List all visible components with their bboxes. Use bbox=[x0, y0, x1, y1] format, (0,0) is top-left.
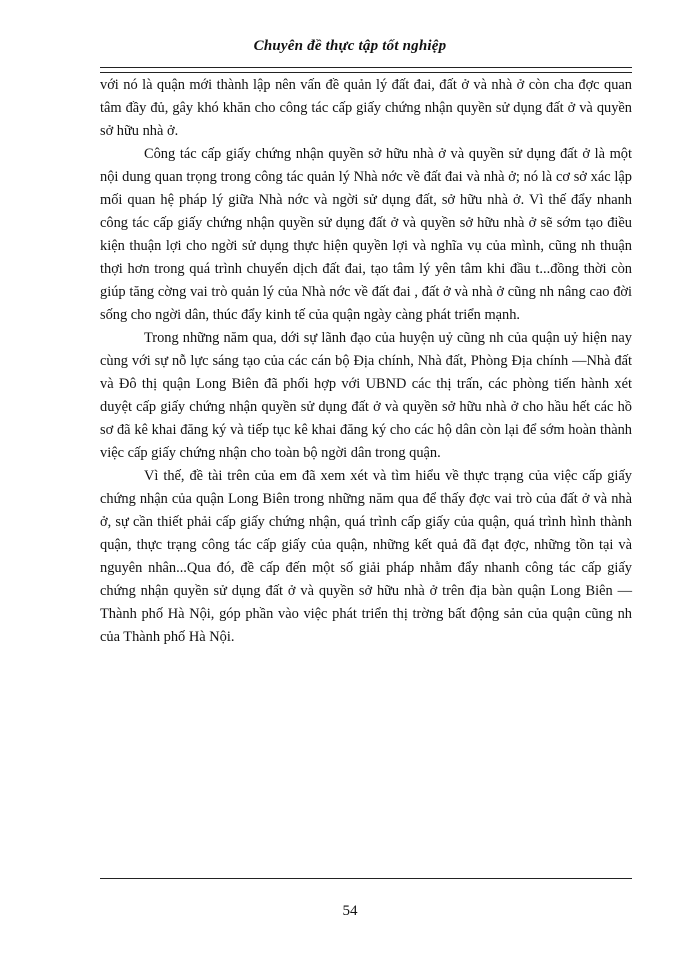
footer-rule bbox=[100, 878, 632, 879]
header-rule-upper bbox=[100, 67, 632, 68]
body-paragraph: Trong những năm qua, dới sự lãnh đạo của huyện uỷ cũng nh của quận uỷ hiện nay cùng với sự nỗ lực sáng tạo của các cán bộ Địa chính, Nhà đất, Phòng Địa chính —Nhà đất và Đô thị quận Long Biên đã phối hợp với UBND các thị trấn, các phòng tiến hành xét duyệt cấp giấy chứng nhận quyền sử dụng đất ở và quyền sở hữu nhà ở cho hầu hết các hồ sơ đã kê khai đăng ký và tiếp tục kê khai đăng ký cho các hộ dân còn lại để sớm hoàn thành việc cấp giấy chứng nhận cho toàn bộ ngời dân trong quận. bbox=[100, 330, 632, 461]
document-header-title: Chuyên đề thực tập tốt nghiệp bbox=[253, 38, 447, 54]
header-rule-lower bbox=[100, 72, 632, 73]
document-body bbox=[100, 74, 632, 649]
body-paragraph: Vì thế, đề tài trên của em đã xem xét và tìm hiểu về thực trạng của việc cấp giấy chứng nhận của quận Long Biên trong những năm qua để thấy đợc vai trò của đất ở và nhà ở, sự cần thiết phải cấp giấy chứng nhận, quá trình cấp giấy của quận, quá trình hình thành quận, thực trạng công tác cấp giấy của quận, những kết quả đã đạt đợc, những tồn tại và nguyên nhân...Qua đó, đề cấp đến một số giải pháp nhằm đẩy nhanh công tác cấp giấy chứng nhận quyền sử dụng đất ở và quyền sở hữu nhà ở trên địa bàn quận Long Biên — Thành phố Hà Nội, góp phần vào việc phát triển thị trờng bất động sản của quận cũng nh của Thành phố Hà Nội. bbox=[100, 468, 632, 645]
page-number: 54 bbox=[342, 903, 358, 919]
body-paragraph-continuation: với nó là quận mới thành lập nên vấn đề quản lý đất đai, đất ở và nhà ở còn cha đợc quan tâm đầy đủ, gây khó khăn cho công tác cấp giấy chứng nhận quyền sử dụng đất ở và quyền sở hữu nhà ở. bbox=[100, 77, 632, 139]
body-paragraph: Công tác cấp giấy chứng nhận quyền sở hữu nhà ở và quyền sử dụng đất ở là một nội dung quan trọng trong công tác quản lý Nhà nớc về đất đai và nhà ở; nó là cơ sở xác lập mối quan hệ pháp lý giữa Nhà nớc và ngời sử dụng đất, sở hữu nhà ở. Vì thế đẩy nhanh công tác cấp giấy chứng nhận quyền sử dụng đất ở và quyền sở hữu nhà ở sẽ sớm tạo điều kiện thuận lợi cho ngời sử dụng thực hiện quyền lợi và nghĩa vụ của mình, cũng nh thuận thợi hơn trong quá trình chuyển dịch đất đai, tạo tâm lý yên tâm khi đầu t...đồng thời còn giúp tăng cờng vai trò quản lý của Nhà nớc về đất đai , đất ở và nhà ở cũng nh nâng cao đời sống cho ngời dân, thúc đẩy kinh tế của quận ngày càng phát triển mạnh. bbox=[100, 146, 632, 323]
